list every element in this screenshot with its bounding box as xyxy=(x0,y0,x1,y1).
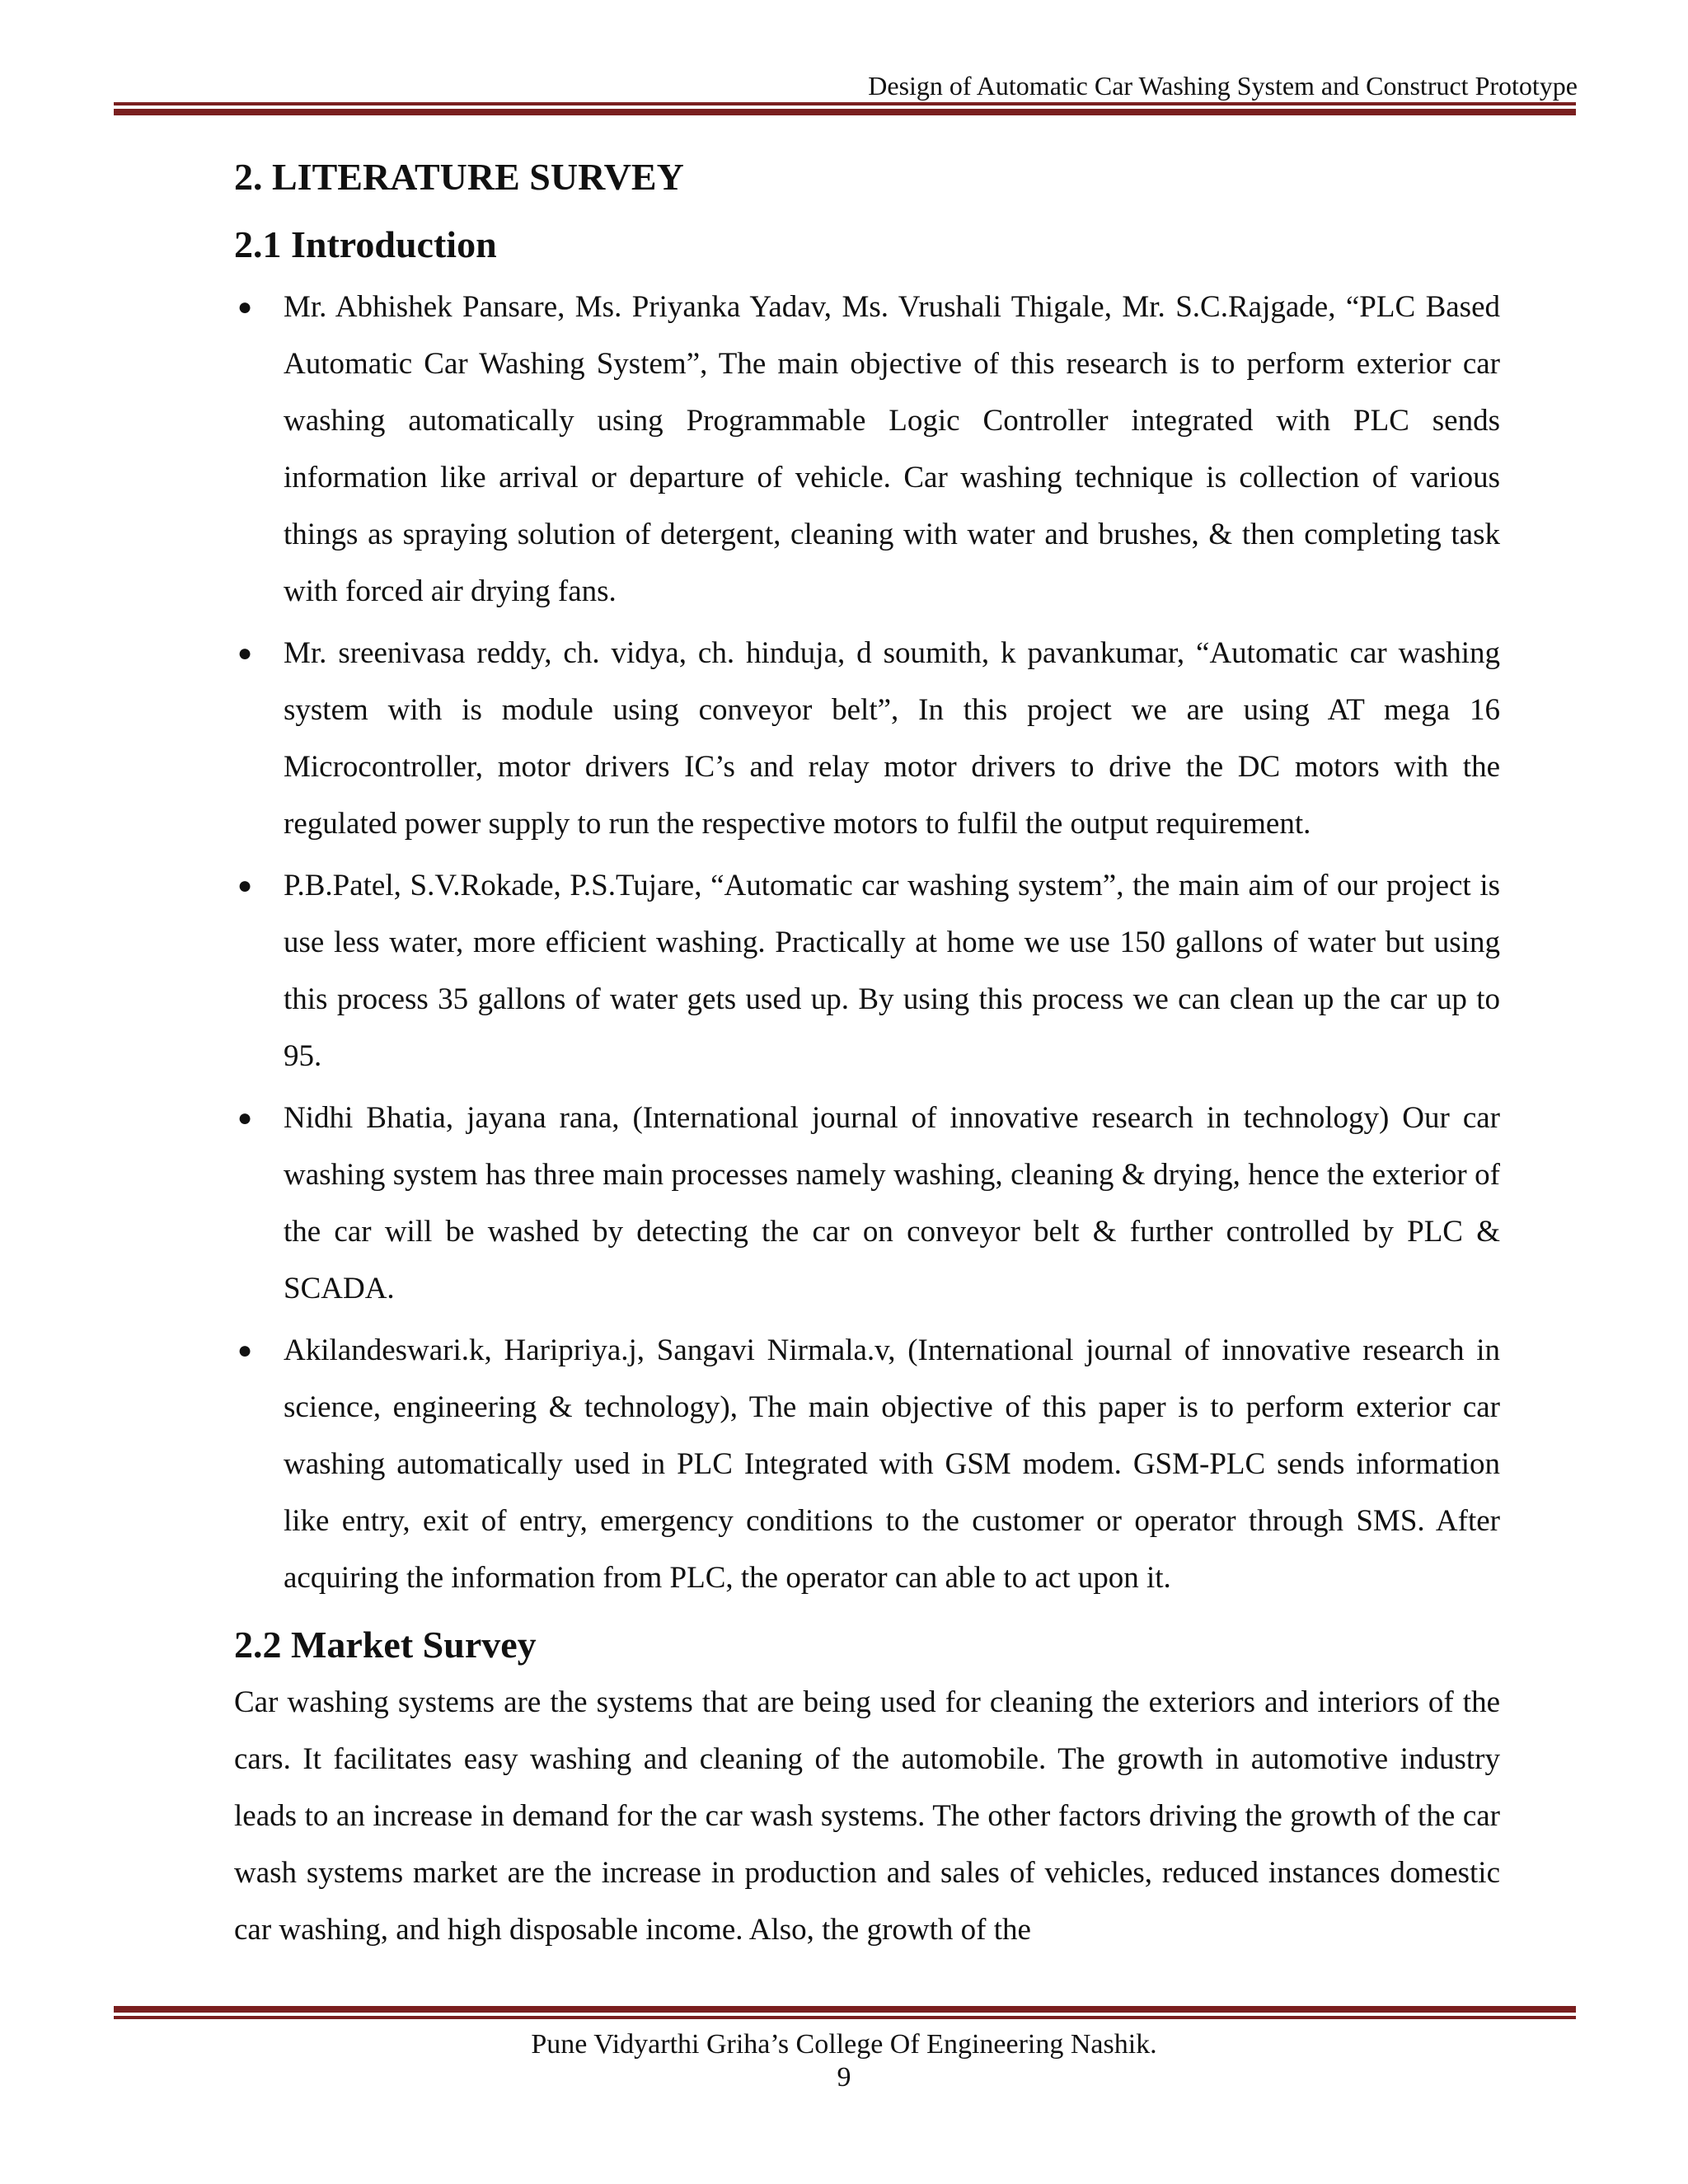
bullet-icon: ● xyxy=(237,1104,253,1132)
reference-item xyxy=(234,857,1500,1085)
running-header-title: Design of Automatic Car Washing System and Construct Prototype xyxy=(868,71,1578,101)
reference-text: Nidhi Bhatia, jayana rana, (International journal of innovative research in technology) Our car washing system has three main processes namely washing, cleaning & drying, hence the exterior of the car will be washed by detecting the car on conveyor belt & further controlled by PLC & SCADA. xyxy=(284,1101,1500,1305)
footer-college-name: Pune Vidyarthi Griha’s College Of Engineering Nashik. xyxy=(531,2029,1157,2060)
bullet-icon: ● xyxy=(237,1337,253,1364)
reference-list xyxy=(234,279,1500,1606)
reference-item xyxy=(234,279,1500,620)
bullet-icon: ● xyxy=(237,872,253,899)
bullet-icon: ● xyxy=(237,640,253,667)
reference-text: P.B.Patel, S.V.Rokade, P.S.Tujare, “Automatic car washing system”, the main aim of our project is use less water, more efficient washing. Practically at home we use 150 gallons of water but using this process 35 gallons of water gets used up. By using this process we can clean up the car up to 95. xyxy=(284,869,1500,1073)
section-title-market-survey: 2.2 Market Survey xyxy=(234,1624,537,1666)
reference-item xyxy=(234,625,1500,852)
market-survey-paragraph: Car washing systems are the systems that are being used for cleaning the exteriors and interiors of the cars. It facilitates easy washing and cleaning of the automobile. The growth in automotive industry leads to an increase in demand for the car wash systems. The other factors driving the growth of the car wash systems market are the increase in production and sales of vehicles, reduced instances domestic car washing, and high disposable income. Also, the growth of the xyxy=(234,1685,1500,1947)
reference-text: Mr. sreenivasa reddy, ch. vidya, ch. hinduja, d soumith, k pavankumar, “Automatic car washing system with is module using conveyor belt”, In this project we are using AT mega 16 Microcontroller, motor drivers IC’s and relay motor drivers to drive the DC motors with the regulated power supply to run the respective motors to fulfil the output requirement. xyxy=(284,636,1500,841)
chapter-title: 2. LITERATURE SURVEY xyxy=(234,156,684,198)
footer-divider xyxy=(114,2006,1576,2019)
reference-text: Akilandeswari.k, Haripriya.j, Sangavi Nirmala.v, (International journal of innovative research in science, engineering & technology), The main objective of this paper is to perform exterior car washing automatically used in PLC Integrated with GSM modem. GSM-PLC sends information like entry, exit of entry, emergency conditions to the customer or operator through SMS. After acquiring the information from PLC, the operator can able to act upon it. xyxy=(284,1333,1500,1595)
page-content xyxy=(234,148,1500,1958)
section-title-introduction: 2.1 Introduction xyxy=(234,223,497,265)
reference-item xyxy=(234,1090,1500,1317)
reference-text: Mr. Abhishek Pansare, Ms. Priyanka Yadav, Ms. Vrushali Thigale, Mr. S.C.Rajgade, “PLC Based Automatic Car Washing System”, The main objective of this research is to perform exterior car washing automatically using Programmable Logic Controller integrated with PLC sends information like arrival or departure of vehicle. Car washing technique is collection of various things as spraying solution of detergent, cleaning with water and brushes, & then completing task with forced air drying fans. xyxy=(284,290,1500,608)
header-divider xyxy=(114,102,1576,115)
reference-item xyxy=(234,1322,1500,1606)
page-number: 9 xyxy=(837,2062,851,2093)
bullet-icon: ● xyxy=(237,293,253,321)
